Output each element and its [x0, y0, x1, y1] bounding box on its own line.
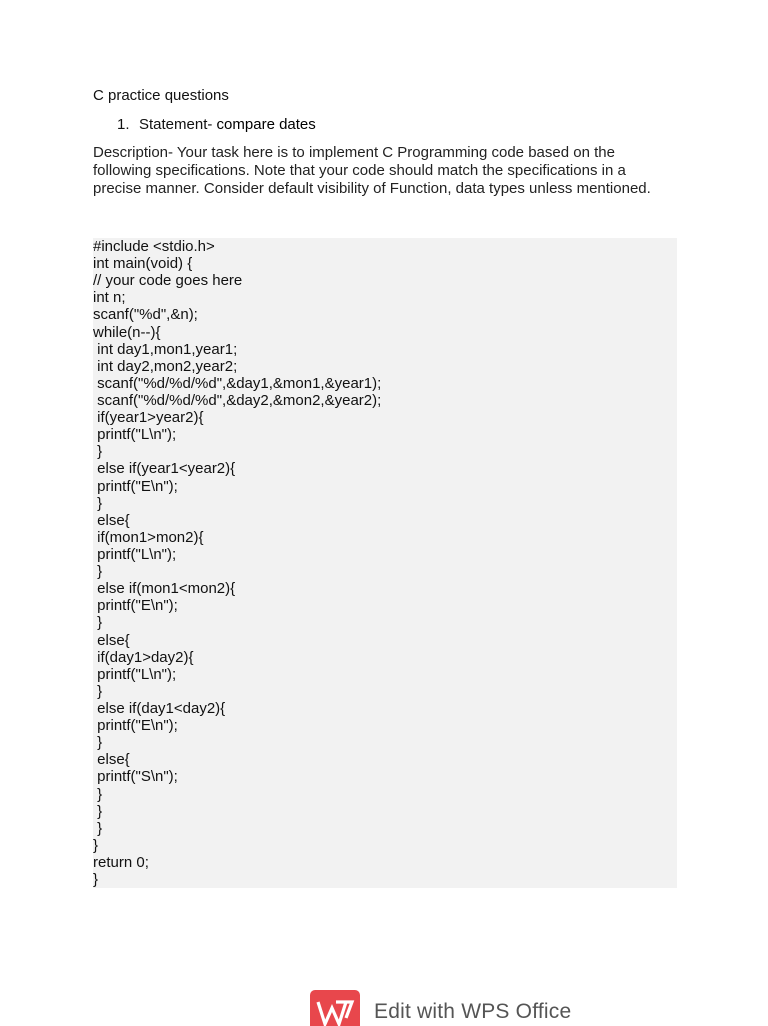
- code-line: // your code goes here: [93, 272, 243, 290]
- description-line: following specifications. Note that your code should match the specifications in a: [93, 162, 626, 179]
- code-line: }: [93, 614, 103, 632]
- code-line: printf("L\n");: [93, 545, 177, 563]
- code-line: }: [93, 494, 103, 512]
- code-line: else{: [93, 511, 130, 529]
- code-line: int day2,mon2,year2;: [93, 357, 238, 375]
- code-line: scanf("%d/%d/%d",&day2,&mon2,&year2);: [93, 391, 382, 409]
- code-line: }: [93, 734, 103, 752]
- code-line: }: [93, 785, 103, 803]
- code-line: if(day1>day2){: [93, 648, 194, 666]
- code-line: }: [93, 871, 99, 889]
- code-line: printf("S\n");: [93, 768, 178, 786]
- code-line: }: [93, 836, 99, 854]
- code-line: printf("E\n");: [93, 477, 178, 495]
- code-line: else if(mon1<mon2){: [93, 580, 236, 598]
- code-line: printf("E\n");: [93, 717, 178, 735]
- code-line: }: [93, 563, 103, 581]
- code-line: printf("L\n");: [93, 426, 177, 444]
- description-line: precise manner. Consider default visibility of Function, data types unless mentioned.: [93, 180, 651, 197]
- code-line: else if(day1<day2){: [93, 699, 226, 717]
- wps-edit-label: Edit with WPS Office: [374, 1000, 572, 1023]
- code-block: [93, 238, 677, 888]
- code-line: printf("L\n");: [93, 665, 177, 683]
- description-paragraph: [93, 144, 693, 198]
- code-line: while(n--){: [93, 323, 161, 341]
- code-line: #include <stdio.h>: [93, 238, 215, 255]
- code-line: scanf("%d",&n);: [93, 306, 198, 324]
- description-line: Description- Your task here is to implement C Programming code based on the: [93, 144, 615, 161]
- code-line: else{: [93, 751, 130, 769]
- code-line: else if(year1<year2){: [93, 460, 236, 478]
- wps-edit-banner[interactable]: [310, 990, 571, 1024]
- code-line: int n;: [93, 289, 126, 307]
- statement-number: 1.: [117, 116, 130, 133]
- code-line: return 0;: [93, 853, 149, 871]
- statement-name: compare dates: [216, 116, 316, 133]
- code-line: }: [93, 682, 103, 700]
- statement-label: Statement-: [139, 116, 217, 133]
- code-line: scanf("%d/%d/%d",&day1,&mon1,&year1);: [93, 374, 382, 392]
- document-title: C practice questions: [93, 87, 229, 104]
- code-line: int day1,mon1,year1;: [93, 340, 238, 358]
- wps-office-logo-icon: [310, 990, 360, 1026]
- code-line: }: [93, 443, 103, 461]
- code-line: }: [93, 802, 103, 820]
- code-line: int main(void) {: [93, 255, 193, 273]
- code-line: if(mon1>mon2){: [93, 528, 204, 546]
- code-line: else{: [93, 631, 130, 649]
- code-line: printf("E\n");: [93, 597, 178, 615]
- code-line: if(year1>year2){: [93, 409, 204, 427]
- code-line: }: [93, 819, 103, 837]
- statement-item: [117, 116, 316, 134]
